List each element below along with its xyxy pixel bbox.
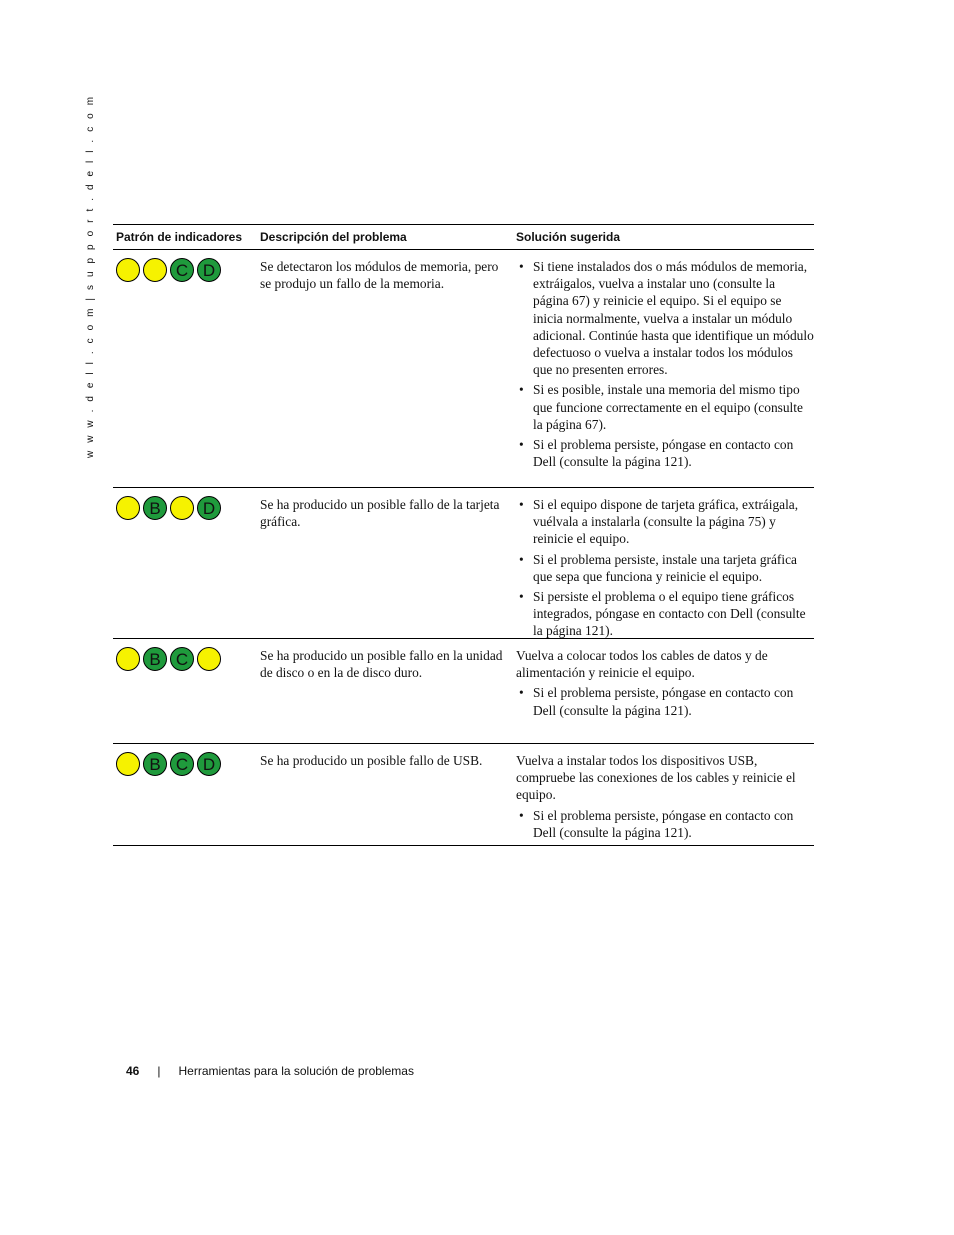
- footer-section-title: Herramientas para la solución de problemas: [178, 1064, 414, 1078]
- diagnostic-light-b: [143, 258, 167, 282]
- header-pattern: Patrón de indicadores: [116, 230, 243, 244]
- light-pattern: [113, 250, 260, 487]
- solution-item: • Si el problema persiste, instale una tarjeta gráfica que sepa que funciona y reinicie el equipo.: [516, 551, 814, 585]
- diagnostic-light-d: D: [197, 258, 221, 282]
- diagnostic-light-c: C: [170, 258, 194, 282]
- diagnostic-light-b: B: [143, 496, 167, 520]
- footer-separator: |: [157, 1064, 161, 1078]
- solution-intro: Vuelva a instalar todos los dispositivos USB, compruebe las conexiones de los cables y reinicie el equipo.: [516, 753, 796, 803]
- problem-description: Se ha producido un posible fallo de USB.: [260, 753, 483, 768]
- diagnostic-light-c: C: [170, 752, 194, 776]
- solution-list: [516, 684, 814, 718]
- page-footer: [126, 1062, 414, 1080]
- diagnostic-light-b: B: [143, 752, 167, 776]
- diagnostic-light-a: [116, 647, 140, 671]
- solution-list: [516, 258, 814, 470]
- diagnostic-light-a: [116, 752, 140, 776]
- solution-item: • Si el equipo dispone de tarjeta gráfica, extráigala, vuélvala a instalarla (consulte la página 75) y reinicie el equipo.: [516, 496, 814, 548]
- problem-description: Se ha producido un posible fallo de la tarjeta gráfica.: [260, 497, 500, 530]
- solution-intro: Vuelva a colocar todos los cables de datos y de alimentación y reinicie el equipo.: [516, 648, 768, 681]
- solution-item: • Si el problema persiste, póngase en contacto con Dell (consulte la página 121).: [516, 436, 814, 470]
- solution-item: • Si el problema persiste, póngase en contacto con Dell (consulte la página 121).: [516, 684, 814, 718]
- solution-item: • Si el problema persiste, póngase en contacto con Dell (consulte la página 121).: [516, 807, 814, 841]
- diagnostic-light-a: [116, 496, 140, 520]
- solution-item: • Si tiene instalados dos o más módulos de memoria, extráigalos, vuelva a instalar uno (consulte la página 67) y reinicie el equipo. Si el equipo se inicia normalmente, vuelva a instalar un módulo adicional. Continúe hasta que identifique un módulo defectuoso o vuelva a instalar todos los módulos que no presenten errores.: [516, 258, 814, 378]
- diagnostic-light-c: C: [170, 647, 194, 671]
- diagnostic-light-d: D: [197, 496, 221, 520]
- diagnostic-light-a: [116, 258, 140, 282]
- problem-description: Se detectaron los módulos de memoria, pero se produjo un fallo de la memoria.: [260, 259, 499, 292]
- table-row: [113, 744, 814, 846]
- page-number: 46: [126, 1064, 140, 1078]
- header-description: Descripción del problema: [260, 230, 407, 244]
- solution-item: • Si persiste el problema o el equipo tiene gráficos integrados, póngase en contacto con Dell (consulte la página 121).: [516, 588, 814, 640]
- diagnostic-light-d: D: [197, 752, 221, 776]
- light-pattern: [113, 639, 260, 743]
- indicator-table: [113, 224, 814, 846]
- side-url: w w w . d e l l . c o m | s u p p o r t . d e l l . c o m: [85, 94, 96, 458]
- diagnostic-light-b: B: [143, 647, 167, 671]
- light-pattern: [113, 744, 260, 845]
- diagnostic-light-d: [197, 647, 221, 671]
- table-header: [113, 224, 814, 250]
- table-row: [113, 639, 814, 744]
- table-row: [113, 250, 814, 488]
- solution-list: [516, 807, 814, 841]
- solution-list: [516, 496, 814, 640]
- problem-description: Se ha producido un posible fallo en la unidad de disco o en la de disco duro.: [260, 648, 503, 681]
- diagnostic-light-c: [170, 496, 194, 520]
- header-solution: Solución sugerida: [516, 230, 621, 244]
- light-pattern: [113, 488, 260, 638]
- table-row: [113, 488, 814, 639]
- solution-item: • Si es posible, instale una memoria del mismo tipo que funcione correctamente en el equipo (consulte la página 67).: [516, 381, 814, 433]
